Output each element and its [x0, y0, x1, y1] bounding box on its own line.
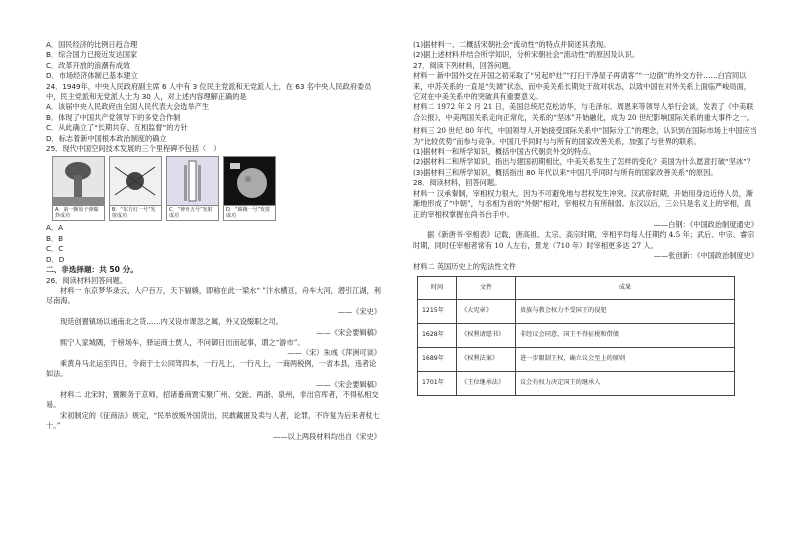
image-b: B．“东方红一号”发射成功 [109, 156, 162, 221]
material: 据《新唐书·宰相表》记载，唐高祖、太宗、高宗时期，宰相平均每人任期约 4.5 年；武后、中宗、睿宗时期，同时任宰相者常有 10 人左右，景龙（710 年）时宰相更多达 27 人。 [413, 230, 755, 250]
image-c: C．“神舟五号”发射成功 [166, 156, 219, 221]
material: 材料二 北宋时，置额务于京师，招诸番商贾实聚广州、交趾、两浙、泉州，非出官库者，不得私相交易。 [46, 389, 379, 410]
option: D．市场经济体制已基本建立 [46, 71, 138, 81]
table-header: 文件 [457, 276, 516, 299]
table-cell: 1689年 [418, 347, 457, 371]
moon-probe-image [224, 157, 275, 205]
source: ——《宋史》 [337, 306, 381, 316]
material: 现廷创置镇场以递南北之货……内又设市课忽之属，外又设缀职之司。 [60, 317, 283, 327]
option: B．体现了中国共产党领导下的多党合作制 [46, 112, 181, 122]
option: D．标志着新中国根本政治制度的确立 [46, 133, 167, 143]
sub-question: (2)据上述材料并结合所学知识，分析宋朝社会“流动性”的原因及认识。 [413, 50, 640, 60]
option: A．该届中央人民政府由全国人民代表大会选举产生 [46, 102, 210, 112]
image-d: D．“嫦娥一号”发射成功 [223, 156, 276, 221]
image-a: A．第一颗原子弹爆炸成功 [52, 156, 105, 221]
satellite-image [110, 157, 161, 205]
option: A．A [46, 223, 64, 233]
table-cell: 1628年 [418, 323, 457, 347]
atomic-bomb-image [53, 157, 104, 205]
table-row [418, 299, 735, 323]
table-cell: 进一步限制王权，确立议会至上的原则 [516, 347, 735, 371]
table-cell: 《王位继承法》 [457, 371, 516, 395]
material: 材料三 20 世纪 80 年代，中国领导人开始接受国际关系中“国际分工”的理念，认识到在国际市场上中国应当为“比较优势”而参与竞争。中国几乎同时与与所有的国家改善关系，加强了与世界的联系。 [413, 126, 757, 146]
sub-question: (1)据材料一和所学知识，概括中国古代朝贡外交的特点。 [413, 147, 596, 157]
left-column [46, 40, 381, 442]
table-cell: 《大宪章》 [457, 299, 516, 323]
sub-question: (2)据材料二和所学知识，指出与建国初期相比，中美关系发生了怎样的变化？美国为什么愿意打破“坚冰”？ [413, 157, 755, 167]
source: ——白钢：《中国政治制度通史》 [653, 219, 758, 229]
table-cell: 贵族与教会权力不受国王的侵犯 [516, 299, 735, 323]
table-row [418, 347, 735, 371]
table-cell: 《权利法案》 [457, 347, 516, 371]
source: ——《宋会要辑稿》 [316, 379, 381, 389]
material: 材料二 1972 年 2 月 21 日，美国总统尼克松访华，与毛泽东、周恩来等领导人举行会谈，发表了《中美联合公报》，中美两国关系走向正常化，关系的“坚冰”开始融化，成为 20 世纪影响国际关系的重大事件之一。 [413, 102, 754, 122]
material: 材料一 东京梦华录云，人户百万，天下辐辏，即称在此一梁水“ ”汴水横亘，舟车大河，潜引江湖，利尽南海。 [46, 285, 381, 306]
image-row [52, 156, 381, 221]
section-heading: 二、非选择题：共 50 分。 [46, 265, 138, 275]
material: 乘黄舟马北运至四日，令商于士公同驾四本，一行凡上，一行凡上，一商两税例，一省本县，违者论如法。 [46, 358, 377, 379]
source: ——张创新：《中国政治制度史》 [653, 251, 758, 261]
option: C．改革开放的浪潮有成效 [46, 60, 131, 70]
question-26: 26．阅读材料回答问题。 [46, 275, 128, 285]
table-row [418, 323, 735, 347]
table-header: 成果 [516, 276, 735, 299]
material: 材料一 汉承秦制，宰相权力很大，因为不可避免地与君权发生冲突。汉武帝时期，开始用身边近侍人员，渐渐地形成了“中朝”，与丞相为首的“外朝”相对，宰相权力有所削弱。东汉以后，三公只是名义上的宰相，真正的宰相权掌握在尚书台手中。 [413, 188, 754, 219]
sub-question: (3)据材料三和所学知识，概括指出 80 年代以来“中国几乎同时与所有的国家改善关系”的原因。 [413, 167, 718, 177]
material: 材料一 新中国外交在开国之初采取了“另起炉灶”“打扫干净屋子再请客”“一边倒”的外交方针……白宫同以来，中苏关系的一直是“失调”状态，而中美关系长期处于敌对状态，以致中国在对外关系上面临严峻局面，它对在中美关系中的突破具有重要意义。 [413, 71, 751, 102]
table-cell: 1701年 [418, 371, 457, 395]
source: ——（宋）朱彧《萍洲可谈》 [287, 348, 381, 358]
table-cell: 《权利请愿书》 [457, 323, 516, 347]
source: ——以上两段材料均出自《宋史》 [273, 431, 381, 441]
material: 宋初制定的《征商法》规定，“民举放贩外国货出，民敢藏匿及卖与人者，论罪，不许复为后来者杖七十。” [46, 410, 380, 431]
question-27: 27．阅读下列材料，回答问题。 [413, 60, 516, 70]
rocket-image [167, 157, 218, 205]
constitution-table [417, 276, 735, 396]
option: C．C [46, 244, 64, 254]
question-24: 24．1949年，中央人民政府副主席 6 人中有 3 位民主党派和无党派人士，在 63 名中央人民政府委员中，民主党派和无党派人士为 30 人，对上述内容理解正确的是 [46, 81, 372, 102]
table-cell: 1215年 [418, 299, 457, 323]
option: A．国民经济的比例日趋合理 [46, 40, 138, 49]
question-25: 25．现代中国空间技术发展的三个里程碑不包括（ ） [46, 144, 221, 154]
source: ——《宋会要辑稿》 [316, 327, 381, 337]
option: B．综合国力已接近发达国家 [46, 50, 138, 60]
option: C．从此确立了“长期共存、互相监督”的方针 [46, 123, 188, 133]
table-cell: 非经议会同意，国王不得征税和借债 [516, 323, 735, 347]
material: 材料二 英国历史上的宪法性文件 [413, 261, 516, 271]
option: B．B [46, 233, 64, 243]
sub-question: (1)据材料一、二概括宋朝社会“流动性”的特点并简述其表现。 [413, 40, 611, 49]
material: 熙宁人家城隅，于榜场车，驿运商士贾人，不问御日出而起事，谓之“游市”。 [60, 337, 305, 347]
question-28: 28．阅读材料，回答问题。 [413, 178, 502, 188]
table-header-row [418, 276, 735, 299]
table-row [418, 371, 735, 395]
right-column [413, 40, 758, 396]
option: D．D [46, 254, 65, 264]
table-cell: 议会有权力决定国王的继承人 [516, 371, 735, 395]
table-header: 时间 [418, 276, 457, 299]
